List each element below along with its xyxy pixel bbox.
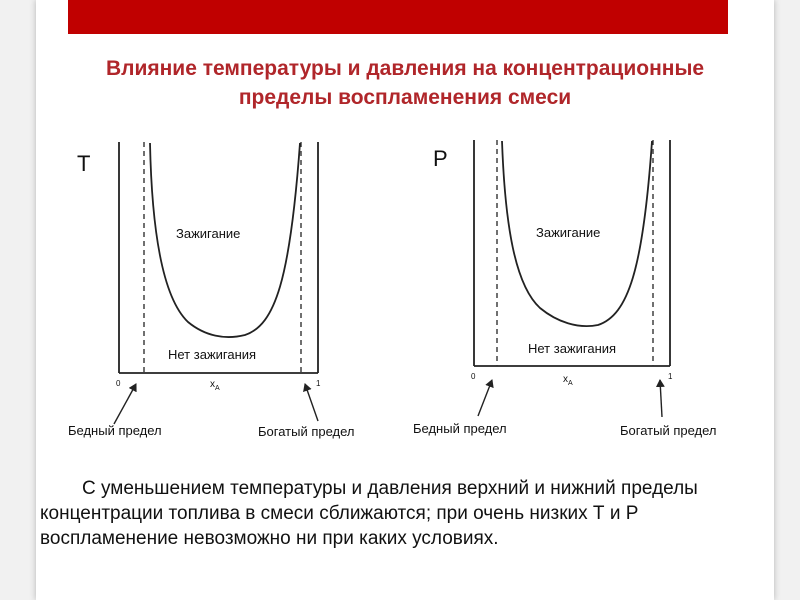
rich-limit-arrow (305, 384, 318, 421)
x-axis-label: $x_A$ (210, 379, 220, 392)
ignition-label: Зажигание (536, 225, 601, 240)
x-max-label: 1 (668, 372, 673, 381)
x-max-label: 1 (316, 379, 321, 388)
lean-limit-label: Бедный предел (68, 423, 162, 438)
lean-limit-arrow (114, 384, 136, 424)
title-line-2: пределы воспламенения смеси (238, 86, 572, 109)
panel-pressure (413, 140, 717, 438)
ignition-label: Зажигание (176, 226, 241, 241)
x-min-label: 0 (116, 379, 121, 388)
lean-limit-arrow (478, 380, 492, 416)
panel-axis-label: P (433, 146, 448, 171)
panel-axis-label: T (77, 151, 91, 176)
caption-text: С уменьшением температуры и давления верхний и нижний пределы концентрации топлива в смеси сближаются; при очень низких Т и Р воспламенение невозможно ни при каких условиях. (40, 478, 698, 549)
rich-limit-label: Богатый предел (258, 424, 355, 439)
title-line-1: Влияние температуры и давления на концентрационные (105, 57, 705, 80)
no-ignition-label: Нет зажигания (528, 341, 617, 356)
lean-limit-label: Бедный предел (413, 421, 507, 436)
x-min-label: 0 (471, 372, 476, 381)
no-ignition-label: Нет зажигания (168, 347, 257, 362)
rich-limit-arrow (660, 380, 662, 417)
x-axis-label: $x_A$ (563, 374, 573, 387)
rich-limit-label: Богатый предел (620, 423, 717, 438)
panel-temperature (68, 142, 355, 439)
